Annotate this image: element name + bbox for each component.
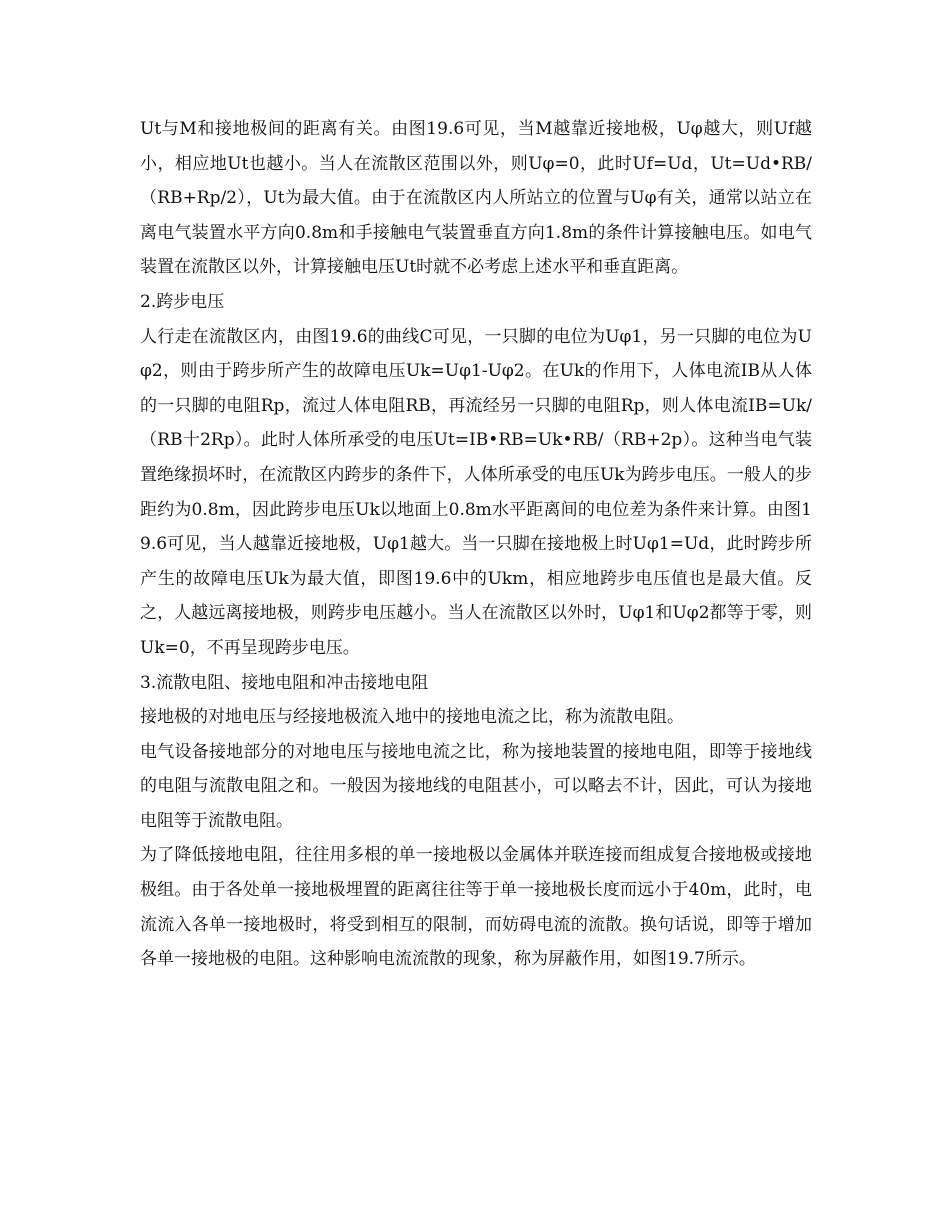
paragraph-grounding-resistance: 电气设备接地部分的对地电压与接地电流之比，称为接地装置的接地电阻，即等于接地线的电阻与流散电阻之和。一般因为接地线的电阻甚小，可以略去不计，因此，可认为接地电阻等于流散电阻。 bbox=[140, 741, 812, 831]
heading-resistance: 3.流散电阻、接地电阻和冲击接地电阻 bbox=[140, 672, 429, 693]
document-body bbox=[140, 112, 812, 977]
paragraph-step-voltage: 人行走在流散区内，由图19.6的曲线C可见，一只脚的电位为Uφ1，另一只脚的电位为Uφ2，则由于跨步所产生的故障电压Uk=Uφ1-Uφ2。在Uk的作用下，人体电流IB从人体的一只脚的电阻Rp，流过人体电阻RB，再流经另一只脚的电阻Rp，则人体电流IB=Uk/（RB十2Rp）。此时人体所承受的电压Ut=IB•RB=Uk•RB/（RB+2p）。这种当电气装置绝缘损坏时，在流散区内跨步的条件下，人体所承受的电压Uk为跨步电压。一般人的步距约为0.8m，因此跨步电压Uk以地面上0.8m水平距离间的电位差为条件来计算。由图19.6可见，当人越靠近接地极，Uφ1越大。当一只脚在接地极上时Uφ1=Ud，此时跨步所产生的故障电压Uk为最大值，即图19.6中的Ukm，相应地跨步电压值也是最大值。反之，人越远离接地极，则跨步电压越小。当人在流散区以外时，Uφ1和Uφ2都等于零，则Uk=0，不再呈现跨步电压。 bbox=[140, 326, 812, 658]
paragraph-contact-voltage: Ut与M和接地极间的距离有关。由图19.6可见，当M越靠近接地极，Uφ越大，则Uf越小，相应地Ut也越小。当人在流散区范围以外，则Uφ=0，此时Uf=Ud，Ut=Ud•RB/（RB+Rp/2），Ut为最大值。由于在流散区内人所站立的位置与Uφ有关，通常以站立在离电气装置水平方向0.8m和手接触电气装置垂直方向1.8m的条件计算接触电压。如电气装置在流散区以外，计算接触电压Ut时就不必考虑上述水平和垂直距离。 bbox=[140, 119, 812, 278]
paragraph-dispersion-resistance: 接地极的对地电压与经接地极流入地中的接地电流之比，称为流散电阻。 bbox=[140, 707, 684, 728]
paragraph-shielding-effect: 为了降低接地电阻，往往用多根的单一接地极以金属体并联连接而组成复合接地极或接地极组。由于各处单一接地极埋置的距离往往等于单一接地极长度而远小于40m，此时，电流流入各单一接地极时，将受到相互的限制，而妨碍电流的流散。换句话说，即等于增加各单一接地极的电阻。这种影响电流流散的现象，称为屏蔽作用，如图19.7所示。 bbox=[140, 845, 812, 970]
heading-step-voltage: 2.跨步电压 bbox=[140, 291, 225, 312]
